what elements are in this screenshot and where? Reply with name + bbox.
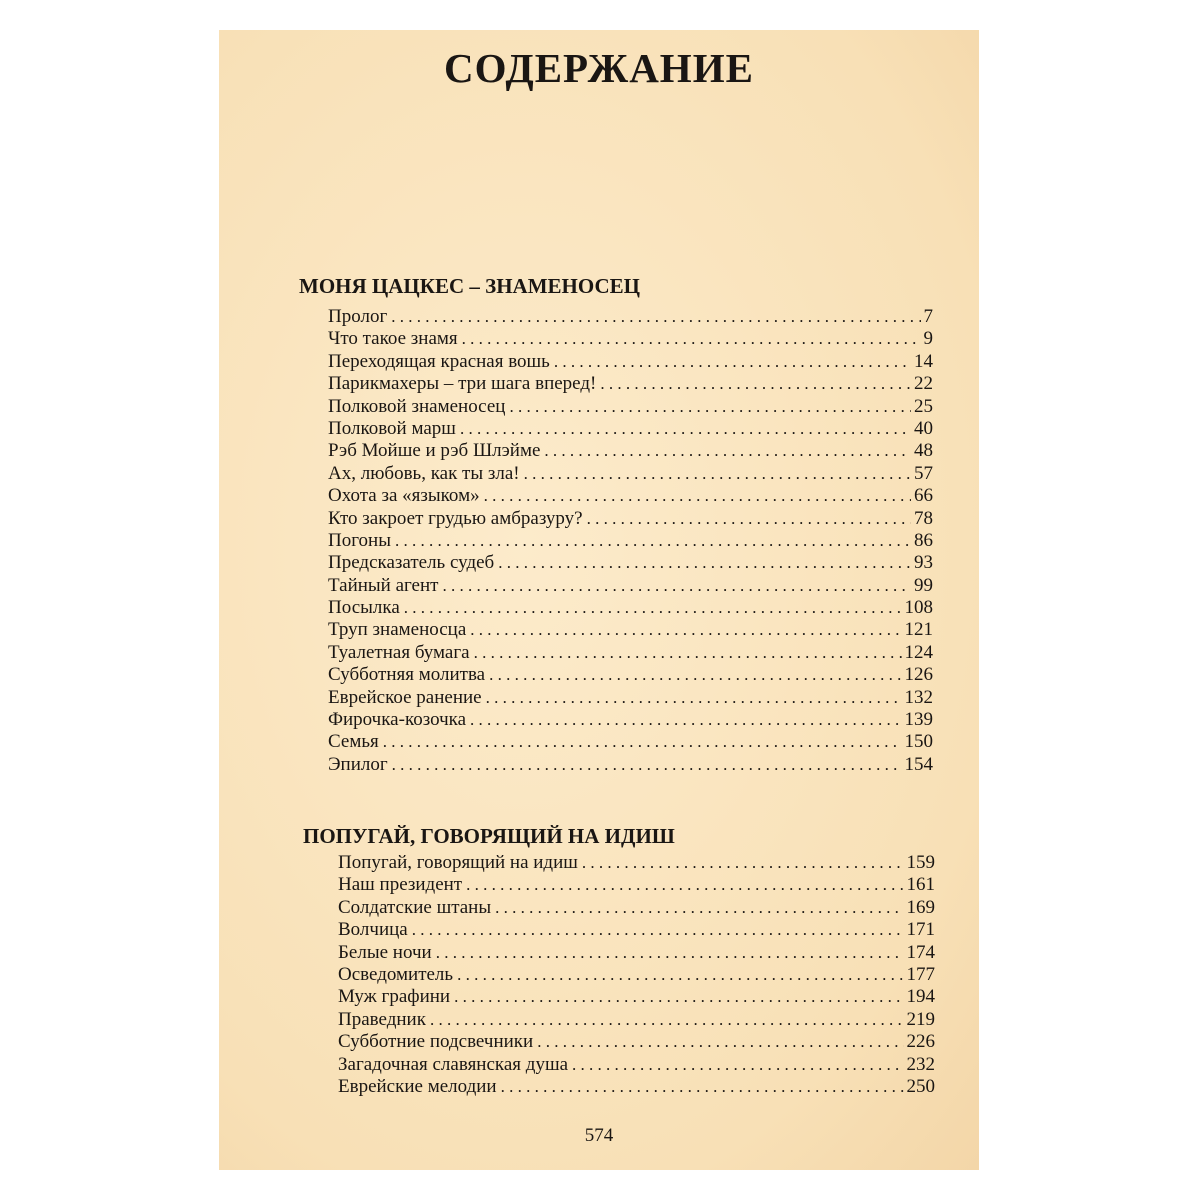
toc-entry: [338, 964, 935, 986]
toc-entry: [328, 754, 933, 776]
section-heading-1: МОНЯ ЦАЦКЕС – ЗНАМЕНОСЕЦ: [299, 274, 640, 298]
dot-leader: [544, 440, 911, 462]
dot-leader: [587, 508, 911, 530]
dot-leader: [404, 597, 902, 619]
toc-entry-page: 66: [914, 485, 933, 507]
dot-leader: [430, 1009, 904, 1031]
dot-leader: [600, 373, 911, 395]
dot-leader: [495, 897, 903, 919]
toc-entry-page: 7: [923, 306, 933, 327]
toc-entry-title: Охота за «языком»: [328, 485, 480, 507]
toc-entry: [328, 440, 933, 462]
toc-entry-title: Рэб Мойше и рэб Шлэйме: [328, 440, 541, 462]
toc-list-1: [328, 306, 933, 776]
toc-entry-page: 159: [906, 852, 935, 873]
toc-entry-title: Еврейское ранение: [328, 686, 482, 708]
dot-leader: [383, 731, 902, 753]
toc-entry-title: Полковой марш: [328, 417, 456, 439]
toc-entry: [328, 687, 933, 709]
toc-entry-page: 93: [914, 552, 933, 574]
toc-entry-title: Переходящая красная вошь: [328, 350, 550, 372]
dot-leader: [498, 552, 911, 574]
toc-entry-page: 126: [904, 664, 933, 686]
page-title: СОДЕРЖАНИЕ: [444, 45, 754, 91]
dot-leader: [509, 396, 911, 418]
toc-entry-page: 14: [914, 350, 933, 372]
dot-leader: [572, 1054, 903, 1076]
toc-entry: [328, 485, 933, 507]
toc-entry-title: Парикмахеры – три шага вперед!: [328, 373, 597, 395]
toc-entry: [328, 508, 933, 530]
toc-entry-page: 124: [904, 641, 933, 663]
toc-entry: [338, 942, 935, 964]
toc-entry-page: 9: [923, 328, 933, 350]
toc-entry-page: 219: [906, 1008, 935, 1030]
toc-entry: [328, 351, 933, 373]
dot-leader: [470, 619, 901, 641]
toc-entry-title: Что такое знамя: [328, 328, 458, 350]
toc-entry-page: 232: [906, 1053, 935, 1075]
toc-entry-page: 48: [914, 440, 933, 462]
dot-leader: [442, 575, 911, 597]
toc-entry-title: Ах, любовь, как ты зла!: [328, 462, 520, 484]
toc-entry-page: 86: [914, 529, 933, 551]
toc-entry-page: 161: [906, 874, 935, 896]
toc-entry-title: Попугай, говорящий на идиш: [338, 852, 578, 873]
dot-leader: [582, 852, 904, 874]
toc-entry-page: 108: [904, 597, 933, 619]
toc-entry-page: 169: [906, 896, 935, 918]
toc-entry-title: Семья: [328, 731, 379, 753]
dot-leader: [395, 530, 911, 552]
toc-entry-title: Муж графини: [338, 986, 451, 1008]
toc-entry-page: 154: [904, 753, 933, 775]
toc-entry-title: Эпилог: [328, 753, 388, 775]
toc-entry-page: 194: [906, 986, 935, 1008]
dot-leader: [391, 306, 920, 328]
toc-entry-title: Загадочная славянская душа: [338, 1053, 569, 1075]
toc-entry-title: Предсказатель судеб: [328, 552, 495, 574]
toc-entry-title: Белые ночи: [338, 941, 432, 963]
toc-entry-title: Праведник: [338, 1008, 426, 1030]
dot-leader: [501, 1076, 904, 1098]
toc-entry-page: 57: [914, 462, 933, 484]
toc-entry-title: Волчица: [338, 919, 408, 941]
toc-entry: [328, 731, 933, 753]
toc-entry: [328, 373, 933, 395]
toc-entry-page: 250: [906, 1075, 935, 1097]
toc-entry: [338, 1031, 935, 1053]
toc-entry: [328, 530, 933, 552]
toc-entry-page: 121: [904, 619, 933, 641]
toc-entry-page: 174: [906, 941, 935, 963]
toc-entry: [338, 919, 935, 941]
toc-entry-title: Фирочка-козочка: [328, 709, 467, 731]
toc-entry: [328, 306, 933, 328]
toc-entry: [338, 874, 935, 896]
toc-entry: [328, 463, 933, 485]
toc-entry-page: 40: [914, 417, 933, 439]
section-heading-2: ПОПУГАЙ, ГОВОРЯЩИЙ НА ИДИШ: [303, 824, 675, 848]
dot-leader: [436, 942, 904, 964]
toc-entry: [328, 396, 933, 418]
toc-entry: [328, 597, 933, 619]
dot-leader: [457, 964, 903, 986]
toc-entry-title: Осведомитель: [338, 963, 454, 985]
toc-entry-title: Наш президент: [338, 874, 463, 896]
toc-entry: [328, 664, 933, 686]
toc-entry-title: Солдатские штаны: [338, 896, 492, 918]
toc-entry: [328, 418, 933, 440]
dot-leader: [486, 687, 902, 709]
toc-list-2: [338, 852, 935, 1098]
toc-entry-page: 177: [906, 963, 935, 985]
book-page: [219, 30, 979, 1170]
toc-entry-page: 226: [906, 1031, 935, 1053]
toc-entry: [338, 1009, 935, 1031]
dot-leader: [554, 351, 911, 373]
dot-leader: [466, 874, 903, 896]
dot-leader: [454, 986, 903, 1008]
toc-entry: [328, 642, 933, 664]
toc-entry-title: Туалетная бумага: [328, 641, 470, 663]
dot-leader: [484, 485, 911, 507]
dot-leader: [537, 1031, 903, 1053]
dot-leader: [412, 919, 904, 941]
toc-entry-title: Еврейские мелодии: [338, 1075, 497, 1097]
toc-entry-title: Субботняя молитва: [328, 664, 486, 686]
toc-entry: [338, 852, 935, 874]
dot-leader: [392, 754, 902, 776]
dot-leader: [474, 642, 902, 664]
toc-entry-page: 171: [906, 919, 935, 941]
dot-leader: [462, 328, 921, 350]
toc-entry: [338, 1076, 935, 1098]
dot-leader: [470, 709, 901, 731]
toc-entry-page: 99: [914, 574, 933, 596]
toc-entry-title: Посылка: [328, 597, 400, 619]
toc-entry-title: Полковой знаменосец: [328, 395, 506, 417]
toc-entry: [328, 619, 933, 641]
dot-leader: [489, 664, 901, 686]
toc-entry: [338, 897, 935, 919]
toc-entry-page: 139: [904, 709, 933, 731]
toc-entry-title: Тайный агент: [328, 574, 439, 596]
toc-entry: [338, 986, 935, 1008]
dot-leader: [524, 463, 911, 485]
toc-entry: [338, 1054, 935, 1076]
toc-entry: [328, 709, 933, 731]
toc-entry: [328, 328, 933, 350]
toc-entry-title: Погоны: [328, 529, 391, 551]
toc-entry: [328, 552, 933, 574]
toc-entry: [328, 575, 933, 597]
toc-entry-page: 150: [904, 731, 933, 753]
toc-entry-title: Кто закроет грудью амбразуру?: [328, 507, 583, 529]
toc-entry-title: Труп знаменосца: [328, 619, 467, 641]
toc-entry-page: 132: [904, 686, 933, 708]
toc-entry-title: Субботние подсвечники: [338, 1031, 534, 1053]
dot-leader: [460, 418, 911, 440]
page-number: 574: [584, 1125, 614, 1146]
toc-entry-page: 78: [914, 507, 933, 529]
toc-entry-page: 22: [914, 373, 933, 395]
toc-entry-title: Пролог: [328, 306, 388, 327]
toc-entry-page: 25: [914, 395, 933, 417]
